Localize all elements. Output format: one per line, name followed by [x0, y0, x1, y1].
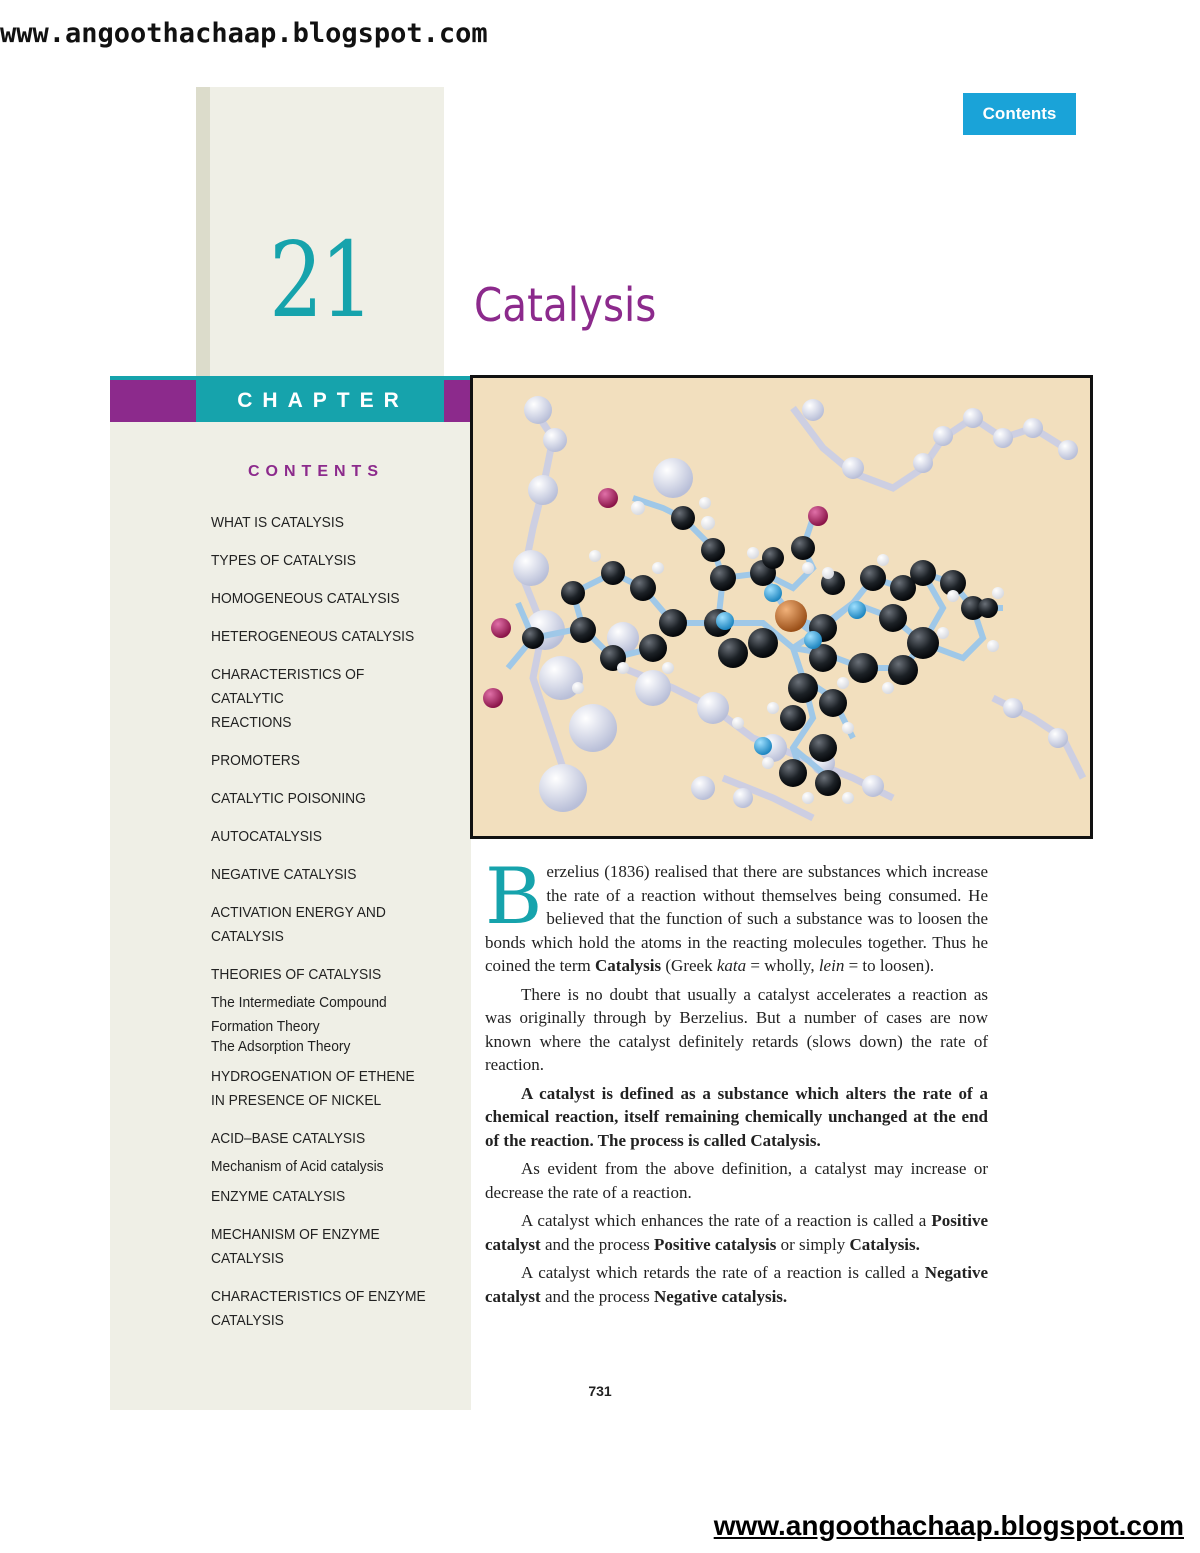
watermark-top: www.angoothachaap.blogspot.com: [0, 18, 488, 49]
page-number: 731: [588, 1383, 612, 1399]
chapter-tab-edge: [196, 87, 210, 377]
toc-item[interactable]: The Adsorption Theory: [211, 1038, 351, 1055]
toc-item[interactable]: HYDROGENATION OF ETHENE IN PRESENCE OF NICKEL: [211, 1068, 415, 1109]
chapter-number: 21: [269, 219, 371, 341]
toc-item[interactable]: CATALYTIC POISONING: [211, 790, 366, 807]
toc-item[interactable]: TYPES OF CATALYSIS: [211, 552, 356, 569]
molecule-figure: [470, 375, 1093, 839]
toc-item[interactable]: Mechanism of Acid catalysis: [211, 1158, 384, 1175]
toc-item[interactable]: THEORIES OF CATALYSIS: [211, 966, 382, 983]
contents-heading: CONTENTS: [248, 463, 384, 480]
toc-item[interactable]: HOMOGENEOUS CATALYSIS: [211, 590, 400, 607]
negative-catalyst-paragraph: A catalyst which retards the rate of a reaction is called a Negative catalyst and the process Negative catalysis.: [485, 1263, 988, 1306]
toc-item[interactable]: CHARACTERISTICS OF CATALYTIC REACTIONS: [211, 666, 365, 731]
positive-catalyst-paragraph: A catalyst which enhances the rate of a reaction is called a Positive catalyst and the process Positive catalysis or simply Catalysis.: [485, 1211, 988, 1254]
toc-item[interactable]: CHARACTERISTICS OF ENZYME CATALYSIS: [211, 1288, 426, 1329]
paragraph-4: As evident from the above definition, a catalyst may increase or decrease the rate of a reaction.: [485, 1159, 988, 1202]
toc-item[interactable]: AUTOCATALYSIS: [211, 828, 322, 845]
toc-item[interactable]: ENZYME CATALYSIS: [211, 1188, 346, 1205]
molecule-illustration: [473, 378, 1090, 836]
paragraph-2: There is no doubt that usually a catalyst accelerates a reaction as was originally through by Berzelius. But a number of cases are now known where the catalyst definitely retards (slows down) the rate of reaction.: [485, 984, 988, 1074]
contents-button[interactable]: Contents: [963, 93, 1076, 135]
drop-cap: B: [485, 852, 543, 942]
table-of-contents: [211, 511, 461, 1347]
watermark-bottom[interactable]: www.angoothachaap.blogspot.com: [713, 1510, 1184, 1541]
chapter-title: Catalysis: [474, 278, 657, 332]
toc-item[interactable]: ACTIVATION ENERGY AND CATALYSIS: [211, 904, 386, 945]
toc-item[interactable]: ACID–BASE CATALYSIS: [211, 1130, 366, 1147]
chapter-band-label: CHAPTER: [237, 389, 409, 412]
intro-paragraph: Berzelius (1836) realised that there are substances which increase the rate of a reaction without themselves being consumed. He believed that the function of such a substance was to loosen the bonds which hold the atoms in the reacting molecules together. Thus he coined the term Catalysis (Greek kata = wholly, lein = to loosen).: [485, 852, 988, 975]
toc-item[interactable]: NEGATIVE CATALYSIS: [211, 866, 357, 883]
definition-paragraph: A catalyst is defined as a substance which alters the rate of a chemical reaction, itself remaining chemically unchanged at the end of the reaction. The process is called Catalysis.: [485, 1083, 988, 1150]
chapter-body: [485, 852, 988, 1313]
toc-item[interactable]: MECHANISM OF ENZYME CATALYSIS: [211, 1226, 380, 1267]
toc-item[interactable]: HETEROGENEOUS CATALYSIS: [211, 628, 415, 645]
toc-item[interactable]: WHAT IS CATALYSIS: [211, 514, 344, 531]
toc-item[interactable]: PROMOTERS: [211, 752, 300, 769]
toc-item[interactable]: The Intermediate Compound Formation Theory: [211, 994, 387, 1035]
